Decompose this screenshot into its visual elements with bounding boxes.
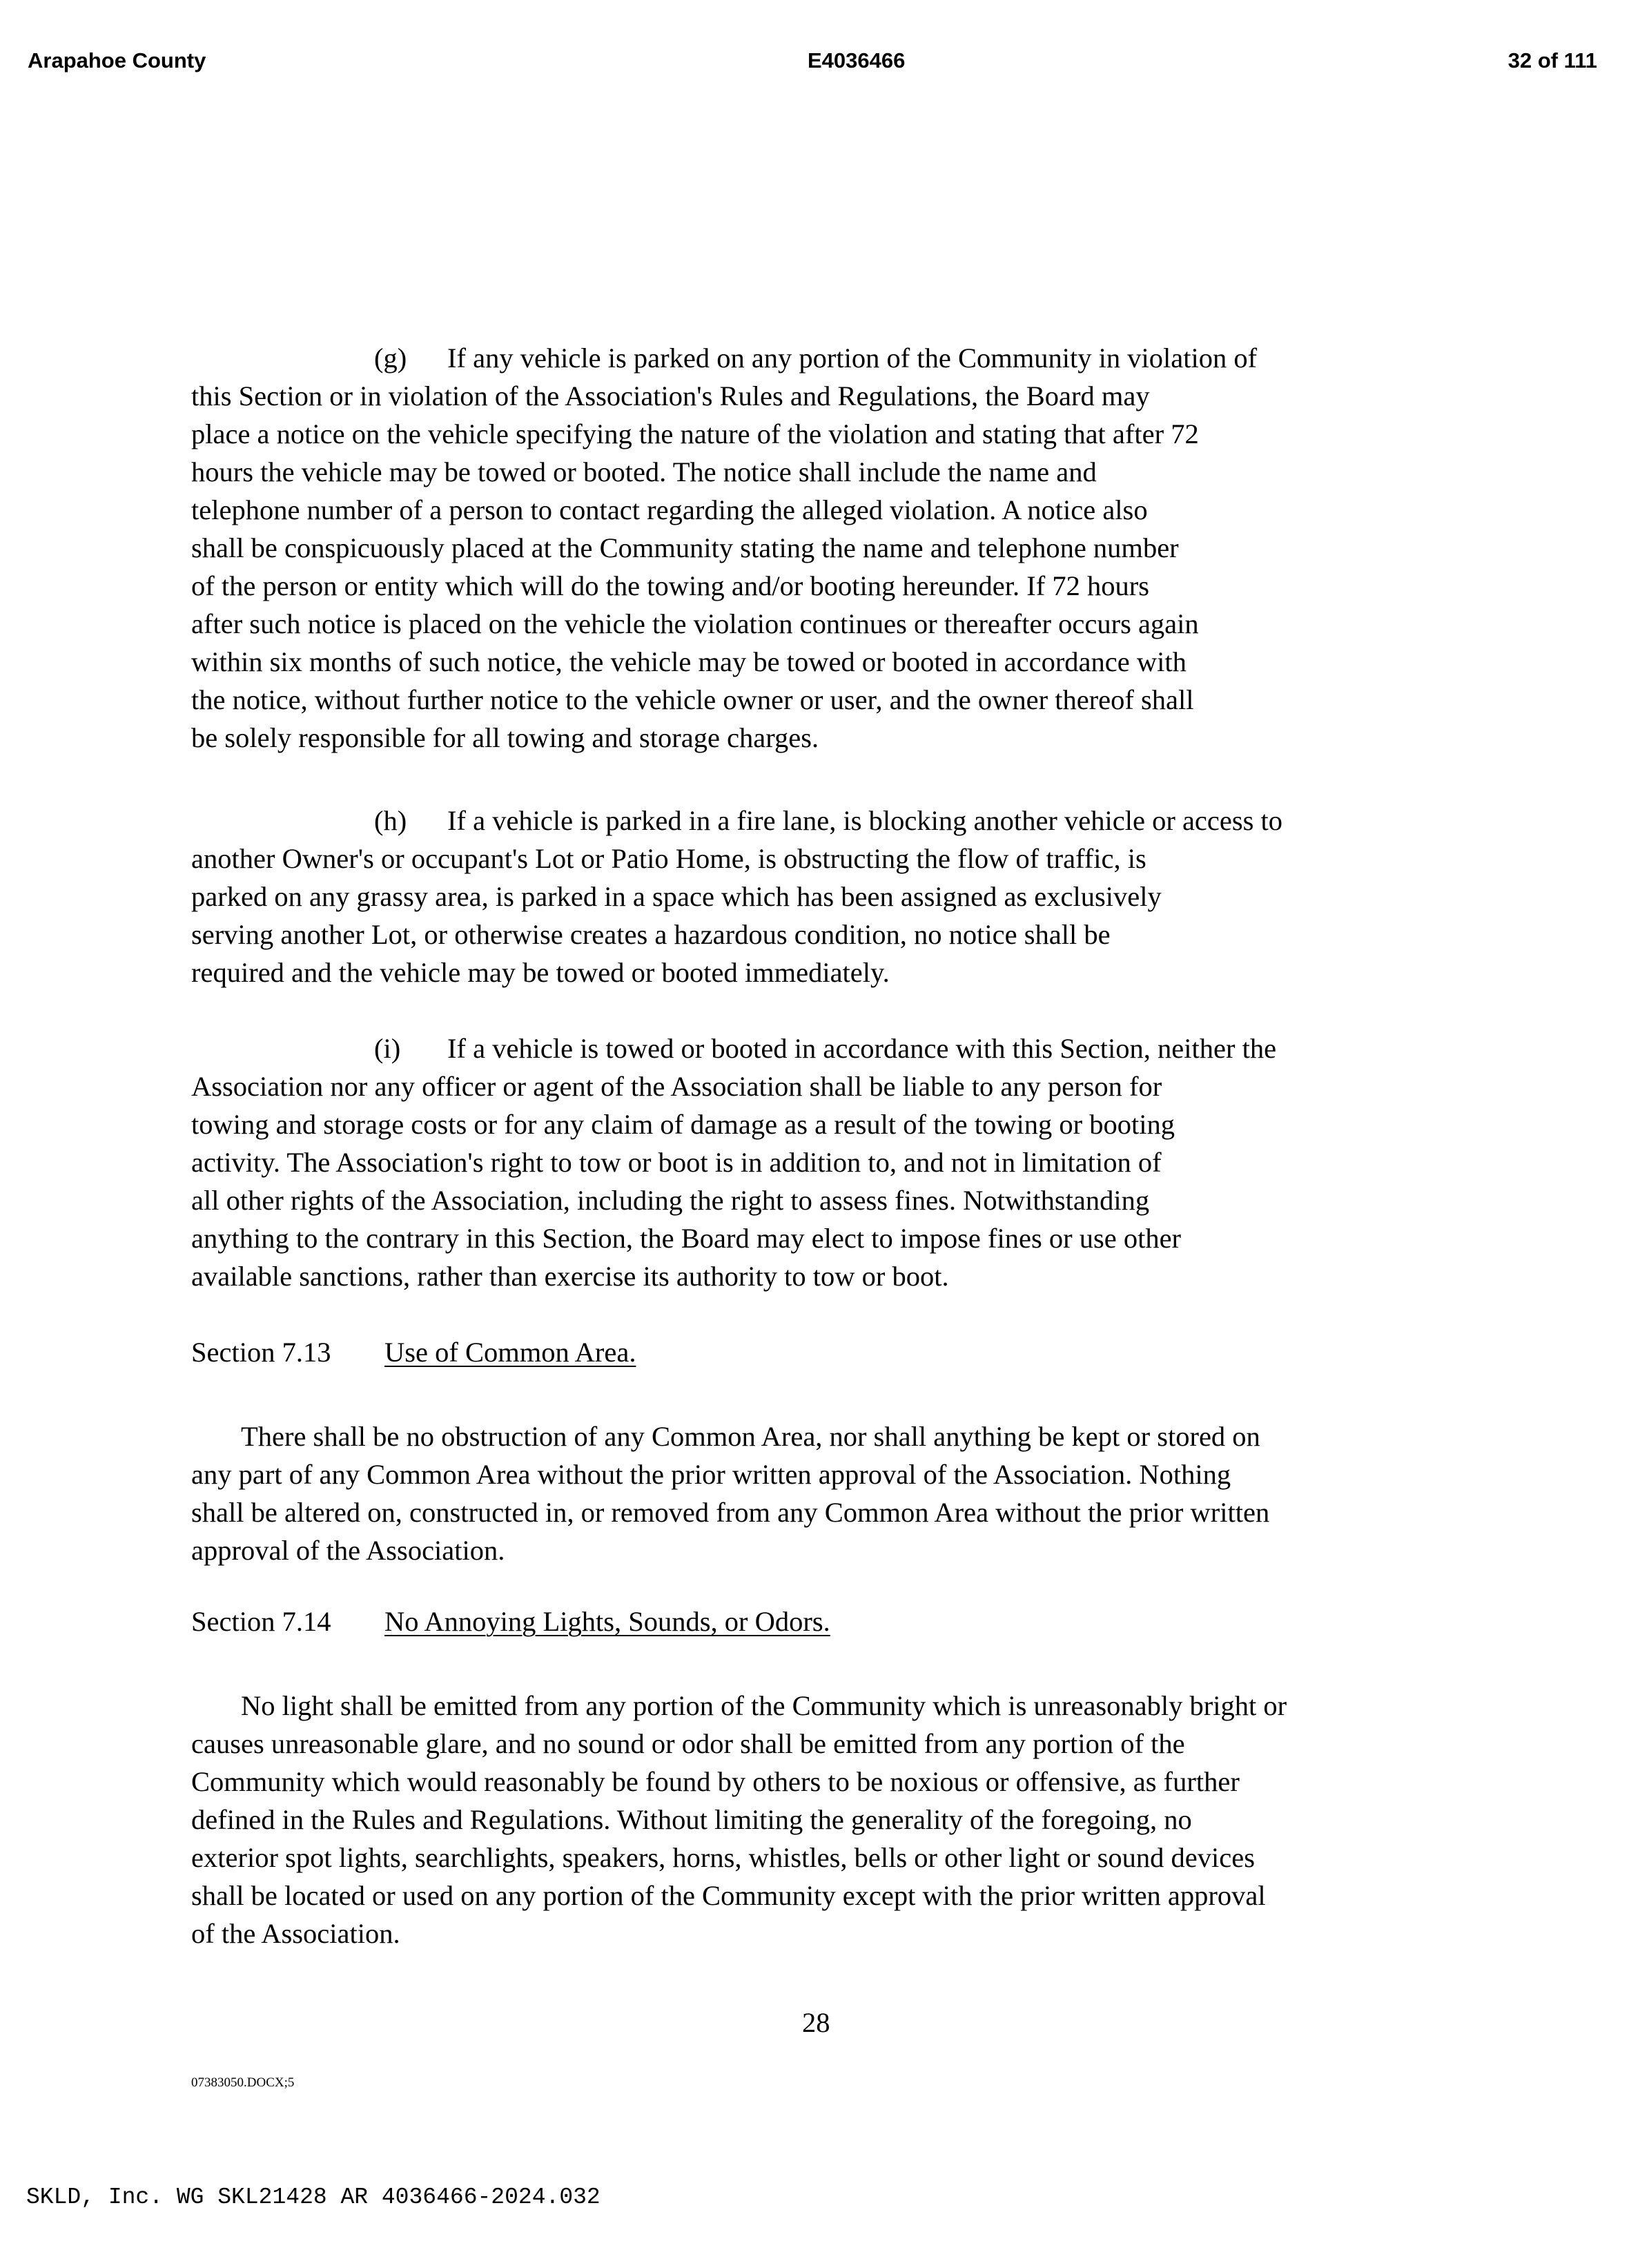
- paragraph-line: required and the vehicle may be towed or booted immediately.: [191, 957, 890, 988]
- section-number: Section 7.14: [191, 1606, 331, 1637]
- paragraph-line: shall be located or used on any portion of the Community except with the prior written approval: [191, 1880, 1266, 1911]
- section-7-14-body: [191, 1687, 1454, 1952]
- paragraph-line: approval of the Association.: [191, 1535, 505, 1566]
- section-number: Section 7.13: [191, 1337, 331, 1368]
- document-reference: 07383050.DOCX;5: [191, 2075, 295, 2090]
- recording-footer: SKLD, Inc. WG SKL21428 AR 4036466-2024.032: [26, 2184, 601, 2210]
- section-title: Use of Common Area.: [384, 1337, 636, 1368]
- section-7-14-heading: [191, 1602, 830, 1640]
- paragraph-line: No light shall be emitted from any portion of the Community which is unreasonably bright or: [241, 1690, 1287, 1721]
- paragraph-line: all other rights of the Association, including the right to assess fines. Notwithstanding: [191, 1185, 1150, 1216]
- paragraph-i: [191, 1029, 1454, 1295]
- paragraph-line: available sanctions, rather than exercise its authority to tow or boot.: [191, 1261, 949, 1292]
- paragraph-line: within six months of such notice, the vehicle may be towed or booted in accordance with: [191, 646, 1187, 677]
- paragraph-line: be solely responsible for all towing and storage charges.: [191, 722, 819, 753]
- section-7-13-heading: [191, 1333, 636, 1371]
- paragraph-line: activity. The Association's right to tow or boot is in addition to, and not in limitation of: [191, 1147, 1162, 1178]
- reception-number: E4036466: [808, 48, 906, 72]
- paragraph-line: (i) If a vehicle is towed or booted in accordance with this Section, neither the: [191, 1029, 1454, 1067]
- paragraph-line: towing and storage costs or for any claim of damage as a result of the towing or booting: [191, 1109, 1175, 1140]
- paragraph-line: (h) If a vehicle is parked in a fire lane, is blocking another vehicle or access to: [191, 802, 1454, 840]
- section-7-13-body: [191, 1417, 1454, 1569]
- paragraph-line: any part of any Common Area without the prior written approval of the Association. Nothing: [191, 1459, 1231, 1490]
- subsection-label: (g): [374, 342, 407, 374]
- paragraph-line: serving another Lot, or otherwise creates a hazardous condition, no notice shall be: [191, 919, 1111, 950]
- paragraph-line: of the Association.: [191, 1918, 400, 1949]
- county-header: Arapahoe County: [28, 48, 206, 72]
- paragraph-g: [191, 339, 1454, 757]
- paragraph-line: of the person or entity which will do the towing and/or booting hereunder. If 72 hours: [191, 570, 1149, 601]
- paragraph-line: parked on any grassy area, is parked in a space which has been assigned as exclusively: [191, 881, 1162, 912]
- paragraph-line: after such notice is placed on the vehicle the violation continues or thereafter occurs again: [191, 608, 1199, 639]
- section-title: No Annoying Lights, Sounds, or Odors.: [384, 1606, 830, 1637]
- paragraph-line: the notice, without further notice to the vehicle owner or user, and the owner thereof shall: [191, 684, 1194, 715]
- paragraph-line: There shall be no obstruction of any Common Area, nor shall anything be kept or stored on: [241, 1421, 1260, 1452]
- paragraph-line: shall be conspicuously placed at the Community stating the name and telephone number: [191, 532, 1179, 563]
- paragraph-line: another Owner's or occupant's Lot or Patio Home, is obstructing the flow of traffic, is: [191, 843, 1146, 874]
- paragraph-line: anything to the contrary in this Section, the Board may elect to impose fines or use other: [191, 1223, 1182, 1254]
- paragraph-line: place a notice on the vehicle specifying the nature of the violation and stating that after 72: [191, 418, 1199, 449]
- subsection-label: (h): [374, 805, 407, 836]
- paragraph-line: hours the vehicle may be towed or booted. The notice shall include the name and: [191, 456, 1097, 487]
- page-count: 32 of 111: [1507, 48, 1597, 72]
- paragraph-line: Community which would reasonably be found by others to be noxious or offensive, as further: [191, 1766, 1240, 1797]
- paragraph-line: exterior spot lights, searchlights, speakers, horns, whistles, bells or other light or sound devices: [191, 1842, 1255, 1873]
- subsection-label: (i): [374, 1033, 401, 1064]
- paragraph-line: (g) If any vehicle is parked on any portion of the Community in violation of: [191, 339, 1454, 377]
- paragraph-line: this Section or in violation of the Association's Rules and Regulations, the Board may: [191, 380, 1150, 411]
- paragraph-line: shall be altered on, constructed in, or removed from any Common Area without the prior written: [191, 1497, 1270, 1528]
- paragraph-h: [191, 802, 1454, 991]
- paragraph-line: causes unreasonable glare, and no sound or odor shall be emitted from any portion of the: [191, 1728, 1185, 1759]
- page-number: 28: [802, 2007, 830, 2038]
- paragraph-line: defined in the Rules and Regulations. Without limiting the generality of the foregoing, no: [191, 1804, 1192, 1835]
- paragraph-line: Association nor any officer or agent of the Association shall be liable to any person for: [191, 1071, 1162, 1102]
- paragraph-line: telephone number of a person to contact regarding the alleged violation. A notice also: [191, 494, 1148, 525]
